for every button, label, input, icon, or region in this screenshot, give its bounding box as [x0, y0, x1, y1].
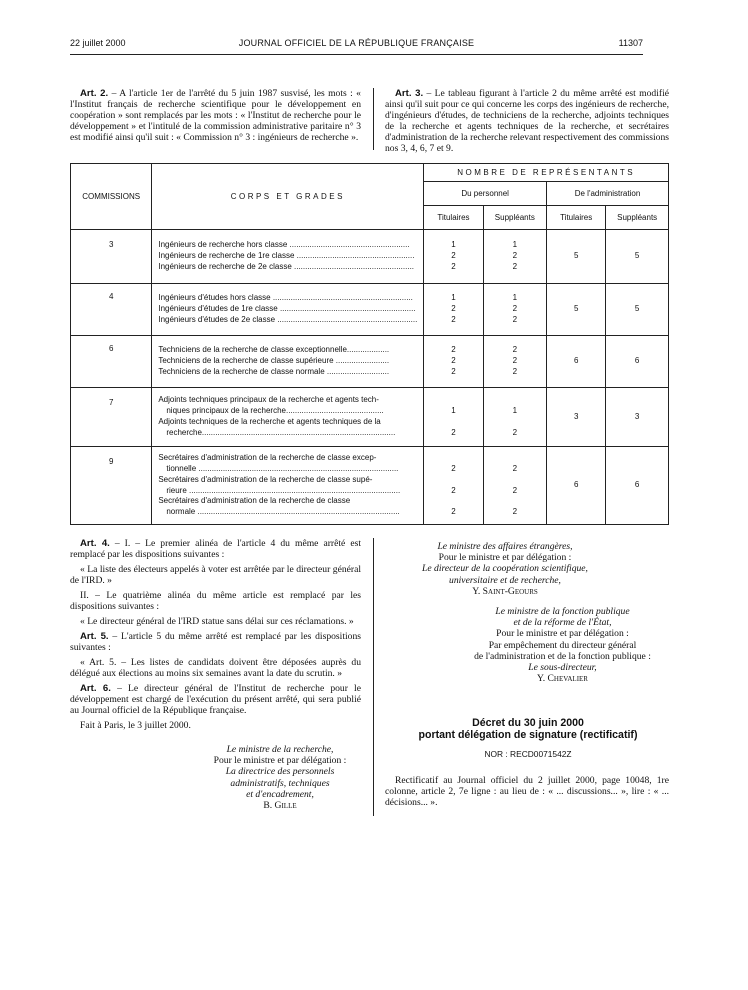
signature-fonction-publique: [450, 606, 675, 684]
value: 2: [451, 485, 456, 495]
column-divider-bottom: [373, 538, 374, 816]
value: 2: [451, 314, 456, 324]
grade-line: Techniciens de la recherche de classe normale ............................: [158, 366, 390, 376]
header-administration: De l'administration: [547, 182, 669, 206]
article-4-p2: « La liste des électeurs appelés à voter est arrêtée par le directeur général de l'IRD. »: [70, 564, 361, 586]
value: 1: [512, 406, 518, 416]
corps-grades-cell: [152, 388, 424, 447]
sig-line: Pour le ministre et par délégation :: [438, 552, 572, 564]
sig-line: La directrice des personnels: [225, 766, 335, 778]
personnel-titulaires-cell: [424, 230, 483, 284]
value: 2: [512, 314, 518, 324]
personnel-titulaires-cell: [424, 388, 483, 447]
value: [424, 395, 482, 406]
grade-line: Secrétaires d'administration de la recherche de classe excep-: [158, 453, 377, 463]
article-4-text: – I. – Le premier alinéa de l'article 4 du même arrêté est remplacé par les dispositions suivantes :: [70, 538, 361, 560]
commission-number: 7: [71, 388, 152, 447]
value: 2: [451, 261, 456, 271]
value: 2: [451, 345, 456, 355]
value: 2: [512, 366, 518, 376]
header-corps-grades: CORPS ET GRADES: [152, 164, 424, 230]
header-rule: [70, 54, 643, 55]
value: [484, 417, 546, 428]
decret-title-line1: Décret du 30 juin 2000: [472, 717, 584, 729]
corps-grades-cell: [152, 284, 424, 336]
value: 2: [512, 427, 518, 437]
header-personnel: Du personnel: [424, 182, 547, 206]
signature-affaires-etrangeres: [385, 541, 625, 597]
grade-line: Ingénieurs de recherche de 1re classe .....................................................: [158, 251, 415, 261]
admin-titulaires-cell: 6: [547, 447, 606, 525]
sig-line: administratifs, techniques: [230, 777, 330, 789]
value: [424, 496, 482, 507]
article-5-text: – L'article 5 du même arrêté est remplacé par les dispositions suivantes :: [70, 631, 361, 653]
grade-line: Techniciens de la recherche de classe exceptionnelle...................: [158, 345, 390, 355]
grade-line: Adjoints techniques principaux de la recherche et agents tech-: [158, 395, 379, 405]
rectificatif-text: Rectificatif au Journal officiel du 2 juillet 2000, page 10048, 1re colonne, article 2, 7e ligne : au lieu de : « ... discussions... », lire : « ... décisions... ».: [385, 775, 669, 808]
personnel-suppleants-cell: [483, 230, 546, 284]
admin-suppleants-cell: 3: [606, 388, 669, 447]
personnel-suppleants-cell: [483, 388, 546, 447]
value: 2: [451, 366, 456, 376]
personnel-titulaires-cell: [424, 336, 483, 388]
value: 2: [512, 507, 518, 517]
sig-line: et d'encadrement,: [246, 788, 314, 800]
value: [484, 395, 546, 406]
value: 2: [512, 304, 518, 314]
value: 1: [512, 293, 518, 303]
value: 2: [512, 345, 518, 355]
signatory-name: B. Gille: [263, 800, 297, 812]
header-nombre: NOMBRE DE REPRÉSENTANTS: [424, 164, 669, 182]
value: [484, 453, 546, 464]
personnel-titulaires-cell: [424, 284, 483, 336]
header-admin-suppleants: Suppléants: [606, 206, 669, 230]
grade-line: recherche.......................................................................................: [166, 427, 396, 437]
sig-line: Pour le ministre et par délégation :: [213, 755, 347, 767]
table-row: [71, 336, 669, 388]
header-personnel-titulaires: Titulaires: [424, 206, 483, 230]
rectificatif: [385, 775, 669, 812]
page-header: [70, 38, 643, 52]
value: 2: [512, 261, 518, 271]
grade-line: Secrétaires d'administration de la recherche de classe supé-: [158, 474, 373, 484]
sig-line: universitaire et de recherche,: [449, 574, 561, 586]
grade-line: normale ...........................................................................................: [166, 507, 400, 517]
value: [424, 453, 482, 464]
grade-line: tionnelle ..........................................................................................: [166, 463, 399, 473]
admin-titulaires-cell: 5: [547, 230, 606, 284]
commission-number: 3: [71, 230, 152, 284]
value: 2: [512, 485, 518, 495]
grade-line: Ingénieurs d'études de 1re classe .............................................................: [158, 304, 416, 314]
value: [484, 475, 546, 486]
table-row: [71, 447, 669, 525]
journal-title: JOURNAL OFFICIEL DE LA RÉPUBLIQUE FRANÇAISE: [238, 38, 475, 48]
issue-date: 22 juillet 2000: [70, 38, 126, 48]
value: 1: [451, 240, 456, 250]
sig-line: Par empêchement du directeur général: [488, 639, 637, 651]
article-6-text: – Le directeur général de l'Institut de recherche pour le développement est chargé de l'exécution du présent arrêté, qui sera publié au Journal officiel de la République française.: [70, 683, 361, 716]
admin-suppleants-cell: 6: [606, 336, 669, 388]
decret-title: [388, 717, 668, 741]
admin-titulaires-cell: 5: [547, 284, 606, 336]
article-4-label: Art. 4.: [80, 538, 110, 549]
commission-number: 6: [71, 336, 152, 388]
sig-line: Le ministre de la recherche,: [226, 744, 334, 755]
sig-line: Pour le ministre et par délégation :: [496, 628, 629, 640]
nor-reference: NOR : RECD0071542Z: [484, 749, 572, 759]
value: [424, 417, 482, 428]
personnel-suppleants-cell: [483, 447, 546, 525]
column-divider-top: [373, 88, 374, 150]
signatory-name: Y. Chevalier: [537, 673, 588, 685]
grade-line: Ingénieurs de recherche de 2e classe ......................................................: [158, 261, 415, 271]
corps-grades-cell: [152, 336, 424, 388]
value: 1: [451, 406, 456, 416]
article-4-p3: II. – Le quatrième alinéa du même article est remplacé par les dispositions suivantes :: [70, 590, 361, 612]
value: 1: [451, 293, 456, 303]
header-admin-titulaires: Titulaires: [547, 206, 606, 230]
article-6-label: Art. 6.: [80, 683, 111, 694]
value: 2: [451, 507, 456, 517]
grade-line: rieure ...............................................................................................: [166, 485, 401, 495]
table-row: [71, 230, 669, 284]
grade-line: Secrétaires d'administration de la recherche de classe: [158, 496, 351, 506]
grade-line: Ingénieurs d'études de 2e classe ...............................................................: [158, 314, 418, 324]
corps-grades-cell: [152, 230, 424, 284]
value: 2: [451, 251, 456, 261]
article-2: [70, 88, 361, 147]
admin-suppleants-cell: 5: [606, 230, 669, 284]
article-3-label: Art. 3.: [395, 88, 424, 99]
commission-number: 4: [71, 284, 152, 336]
admin-suppleants-cell: 6: [606, 447, 669, 525]
table-row: [71, 388, 669, 447]
personnel-titulaires-cell: [424, 447, 483, 525]
article-5-label: Art. 5.: [80, 631, 109, 642]
grade-line: Techniciens de la recherche de classe supérieure ........................: [158, 356, 390, 366]
article-3: [385, 88, 669, 158]
article-5-p2: « Art. 5. – Les listes de candidats doivent être déposées auprès du délégué aux élections au moins six semaines avant la date du scrutin. »: [70, 657, 361, 679]
admin-suppleants-cell: 5: [606, 284, 669, 336]
sig-line: Le ministre de la fonction publique: [495, 606, 630, 617]
grade-line: Ingénieurs de recherche hors classe ......................................................: [158, 240, 410, 250]
admin-titulaires-cell: 6: [547, 336, 606, 388]
value: [484, 496, 546, 507]
grade-line: niques principaux de la recherche............................................: [166, 406, 384, 416]
sig-line: Le directeur de la coopération scientifique,: [422, 563, 588, 575]
grade-line: Ingénieurs d'études hors classe ...............................................................: [158, 293, 413, 303]
personnel-suppleants-cell: [483, 284, 546, 336]
decret-title-line2: portant délégation de signature (rectificatif): [418, 729, 638, 741]
header-commissions: COMMISSIONS: [71, 164, 152, 230]
page-number: 11307: [618, 38, 643, 48]
article-3-text: – Le tableau figurant à l'article 2 du même arrêté est modifié ainsi qu'il suit pour ce qui concerne les corps des ingénieurs de recherche, d'ingénieurs d'études, de techniciens de la recherche, adjoints techniques de la recherche et agents techniques de la recherche, et secrétaires d'administration de la recherche relevant respectivement des commissions nos 3, 4, 6, 7 et 9.: [385, 88, 669, 154]
commission-number: 9: [71, 447, 152, 525]
value: 2: [512, 463, 518, 473]
signatory-name: Y. Saint-Geours: [472, 585, 538, 597]
articles-4-6: [70, 538, 361, 735]
value: 2: [451, 427, 456, 437]
personnel-suppleants-cell: [483, 336, 546, 388]
corps-grades-cell: [152, 447, 424, 525]
sig-line: Le ministre des affaires étrangères,: [437, 541, 573, 552]
article-4-p4: « Le directeur général de l'IRD statue sans délai sur ces réclamations. »: [80, 616, 354, 627]
signature-recherche: [180, 744, 380, 811]
table-row: [71, 284, 669, 336]
sig-line: de l'administration et de la fonction publique :: [474, 650, 651, 662]
fait-a-paris: Fait à Paris, le 3 juillet 2000.: [80, 720, 191, 731]
value: 2: [451, 304, 456, 314]
article-2-text: – A l'article 1er de l'arrêté du 5 juin 1987 susvisé, les mots : « l'Institut français de recherche scientifique pour le développement en coopération » sont remplacés par les mots : « l'Institut de recherche pour le développement » et l'intitulé de la commission administrative paritaire n° 3 est modifié ainsi qu'il suit : « Commission n° 3 : ingénieurs de recherche ».: [70, 88, 361, 143]
value: 2: [512, 251, 518, 261]
value: 2: [451, 463, 456, 473]
admin-titulaires-cell: 3: [547, 388, 606, 447]
representatives-table: [70, 163, 669, 525]
value: [424, 475, 482, 486]
value: 2: [512, 356, 518, 366]
value: 2: [451, 356, 456, 366]
sig-line: Le sous-directeur,: [528, 662, 597, 674]
article-2-label: Art. 2.: [80, 88, 109, 99]
header-personnel-suppleants: Suppléants: [483, 206, 546, 230]
grade-line: Adjoints techniques de la recherche et agents techniques de la: [158, 417, 381, 426]
sig-line: et de la réforme de l'État,: [513, 617, 612, 629]
value: 1: [512, 240, 518, 250]
